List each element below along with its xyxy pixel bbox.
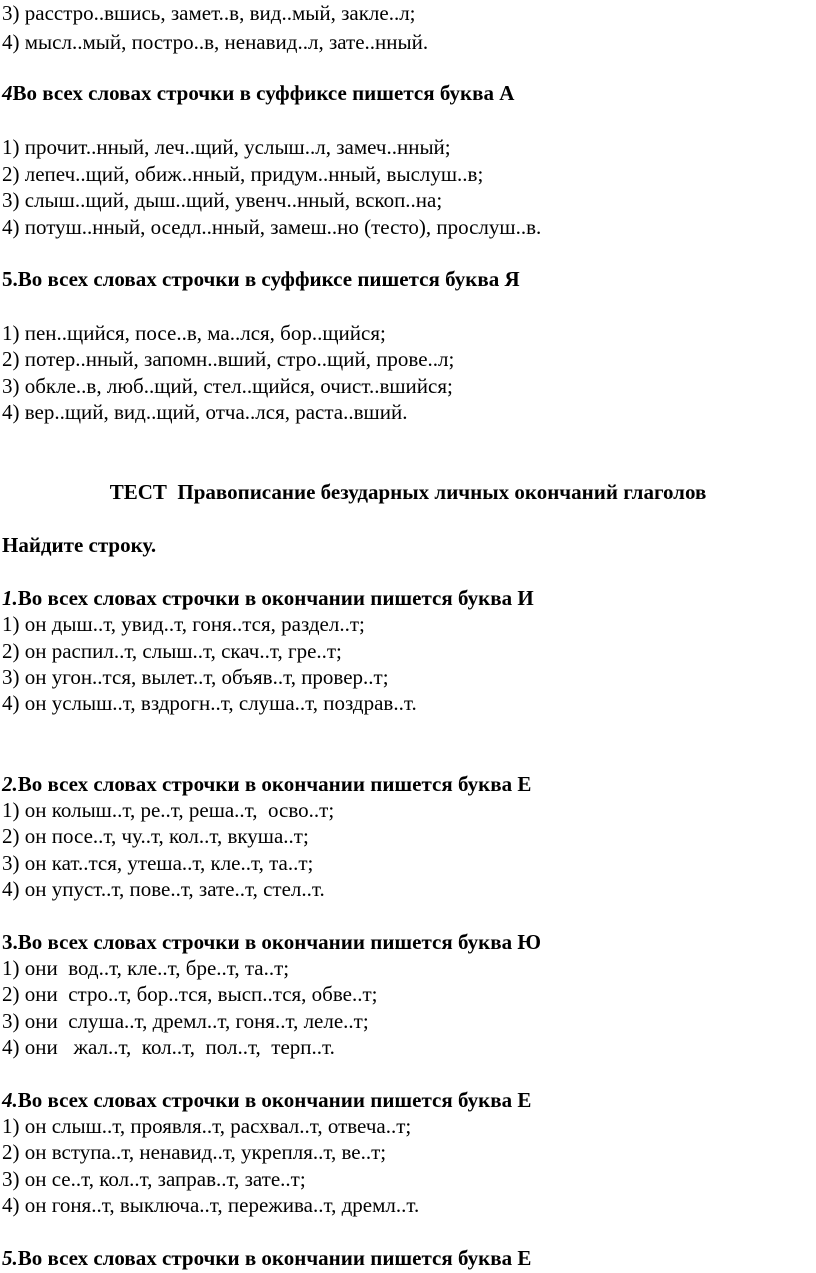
suffix-task-4-option-2: 2) лепеч..щий, обиж..нный, придум..нный, выслуш..в;: [2, 162, 484, 186]
task-heading: Во всех словах строчки в окончании пишется буква Е: [17, 1246, 532, 1270]
suffix-task-5-heading: 5.Во всех словах строчки в суффиксе пишется буква Я: [2, 267, 520, 291]
suffix-task-4-heading: [2, 80, 514, 106]
ending-task-3-option-2: 2) они стро..т, бор..тся, высп..тся, обве..т;: [2, 982, 378, 1006]
ending-task-4-option-4: 4) он гоня..т, выключа..т, пережива..т, дремл..т.: [2, 1193, 420, 1217]
task-heading: Во всех словах строчки в суффиксе пишется буква А: [12, 81, 515, 105]
ending-task-3-heading: 3.Во всех словах строчки в окончании пишется буква Ю: [2, 930, 542, 954]
ending-task-2-option-3: 3) он кат..тся, утеша..т, кле..т, та..т;: [2, 851, 314, 875]
prev-option-3: 3) расстро..вшись, замет..в, вид..мый, закле..л;: [2, 1, 416, 25]
prev-option-4: 4) мысл..мый, постро..в, ненавид..л, зате..нный.: [2, 30, 429, 54]
ending-task-3-option-1: 1) они вод..т, кле..т, бре..т, та..т;: [2, 956, 290, 980]
suffix-task-4-option-3: 3) слыш..щий, дыш..щий, увенч..нный, вскоп..на;: [2, 188, 443, 212]
suffix-task-5-option-4: 4) вер..щий, вид..щий, отча..лся, раста..вший.: [2, 400, 408, 424]
ending-task-3-option-4: 4) они жал..т, кол..т, пол..т, терп..т.: [2, 1035, 335, 1059]
ending-task-3-option-3: 3) они слуша..т, дремл..т, гоня..т, леле..т;: [2, 1009, 369, 1033]
ending-task-2-heading: [2, 771, 531, 797]
ending-task-5-heading: [2, 1245, 531, 1271]
suffix-task-4-option-1: 1) прочит..нный, леч..щий, услыш..л, замеч..нный;: [2, 135, 451, 159]
ending-task-4-option-3: 3) он се..т, кол..т, заправ..т, зате..т;: [2, 1167, 306, 1191]
ending-task-1-option-1: 1) он дыш..т, увид..т, гоня..тся, раздел..т;: [2, 612, 365, 636]
ending-task-4-heading: [2, 1087, 531, 1113]
suffix-task-5-option-2: 2) потер..нный, запомн..вший, стро..щий, прове..л;: [2, 347, 455, 371]
ending-task-4-option-2: 2) он вступа..т, ненавид..т, укрепля..т, ве..т;: [2, 1140, 387, 1164]
task-number: 2.: [2, 772, 18, 796]
task-number: 4.: [2, 1088, 18, 1112]
test-title: ТЕСТ Правописание безударных личных окончаний глаголов: [109, 480, 707, 504]
ending-task-2-option-1: 1) он колыш..т, ре..т, реша..т, осво..т;: [2, 798, 335, 822]
task-number: 1.: [2, 586, 18, 610]
ending-task-4-option-1: 1) он слыш..т, проявля..т, расхвал..т, отвеча..т;: [2, 1114, 412, 1138]
suffix-task-5-option-1: 1) пен..щийся, посе..в, ма..лся, бор..щийся;: [2, 321, 386, 345]
suffix-task-4-option-4: 4) потуш..нный, оседл..нный, замеш..но (тесто), прослуш..в.: [2, 215, 542, 239]
ending-task-1-option-4: 4) он услыш..т, вздрогн..т, слуша..т, поздрав..т.: [2, 691, 417, 715]
ending-task-1-heading: [2, 585, 534, 611]
ending-task-2-option-2: 2) он посе..т, чу..т, кол..т, вкуша..т;: [2, 824, 309, 848]
task-heading: Во всех словах строчки в окончании пишется буква Е: [17, 1088, 532, 1112]
ending-task-1-option-3: 3) он угон..тся, вылет..т, объяв..т, провер..т;: [2, 665, 389, 689]
ending-task-2-option-4: 4) он упуст..т, пове..т, зате..т, стел..т.: [2, 877, 325, 901]
task-heading: Во всех словах строчки в окончании пишется буква И: [17, 586, 534, 610]
test-instruction: Найдите строку.: [2, 533, 157, 557]
ending-task-1-option-2: 2) он распил..т, слыш..т, скач..т, гре..т;: [2, 639, 342, 663]
task-number: 5.: [2, 1246, 18, 1270]
task-heading: Во всех словах строчки в окончании пишется буква Е: [17, 772, 532, 796]
suffix-task-5-option-3: 3) обкле..в, люб..щий, стел..щийся, очист..вшийся;: [2, 374, 453, 398]
task-number: 4: [2, 81, 13, 105]
